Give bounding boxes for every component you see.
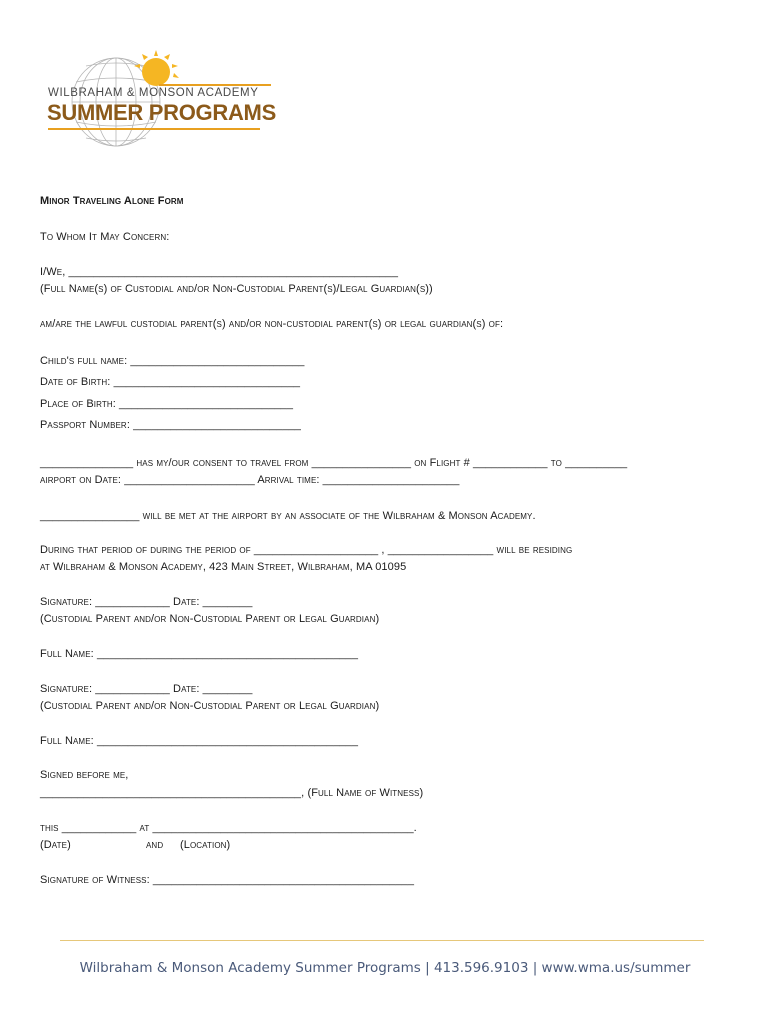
lawful-parent-statement: am/are the lawful custodial parent(s) and/or non-custodial parent(s) or legal guardian(s) of: xyxy=(40,318,504,330)
date-location-field[interactable]: this ____________ at __________________________________________. xyxy=(40,822,417,834)
signature-caption-2: (Custodial Parent and/or Non-Custodial Parent or Legal Guardian) xyxy=(40,700,380,712)
passport-number-field[interactable]: Passport Number: ___________________________ xyxy=(40,419,302,431)
parent-name-caption: (Full Name(s) of Custodial and/or Non-Custodial Parent(s)/Legal Guardian(s)) xyxy=(40,283,433,295)
form-title: Minor Traveling Alone Form xyxy=(40,195,184,207)
footer-contact: Wilbraham & Monson Academy Summer Programs | 413.596.9103 | www.wma.us/summer xyxy=(79,960,691,976)
and-caption: and xyxy=(146,839,164,851)
date-caption: (Date) xyxy=(40,839,71,851)
signature-caption-1: (Custodial Parent and/or Non-Custodial Parent or Legal Guardian) xyxy=(40,613,380,625)
full-name-field-1[interactable]: Full Name: __________________________________________ xyxy=(40,648,359,660)
footer-divider xyxy=(60,940,704,941)
witness-name-field[interactable]: __________________________________________, (Full Name of Witness) xyxy=(40,787,424,799)
signed-before-label: Signed before me, xyxy=(40,769,129,781)
globe-sun-icon xyxy=(44,44,274,154)
logo-academy-name: WILBRAHAM & MONSON ACADEMY xyxy=(48,87,259,99)
academy-address: at Wilbraham & Monson Academy, 423 Main Street, Wilbraham, MA 01095 xyxy=(40,561,407,573)
residing-period-line[interactable]: During that period of during the period of ____________________ , _________________ will be residing xyxy=(40,544,573,556)
arrival-date-line[interactable]: airport on Date: _____________________ Arrival time: ______________________ xyxy=(40,474,460,486)
child-name-field[interactable]: Child's full name: ____________________________ xyxy=(40,355,305,367)
place-of-birth-field[interactable]: Place of Birth: ____________________________ xyxy=(40,398,294,410)
academy-logo xyxy=(44,44,274,154)
salutation: To Whom It May Concern: xyxy=(40,231,170,243)
date-of-birth-field[interactable]: Date of Birth: ______________________________ xyxy=(40,376,301,388)
travel-consent-line[interactable]: _______________ has my/our consent to travel from ________________ on Flight # ____________ to __________ xyxy=(40,457,628,469)
logo-underline xyxy=(48,128,260,130)
signature-date-field-1[interactable]: Signature: ____________ Date: ________ xyxy=(40,596,253,608)
full-name-field-2[interactable]: Full Name: __________________________________________ xyxy=(40,735,359,747)
location-caption: (Location) xyxy=(180,839,231,851)
witness-signature-field[interactable]: Signature of Witness: __________________________________________ xyxy=(40,874,415,886)
logo-summer-programs: SUMMER PROGRAMS xyxy=(47,100,276,125)
airport-meet-line[interactable]: ________________ will be met at the airport by an associate of the Wilbraham & Monson Academy. xyxy=(40,510,536,522)
parent-name-field[interactable]: I/We, _____________________________________________________ xyxy=(40,266,399,278)
signature-date-field-2[interactable]: Signature: ____________ Date: ________ xyxy=(40,683,253,695)
